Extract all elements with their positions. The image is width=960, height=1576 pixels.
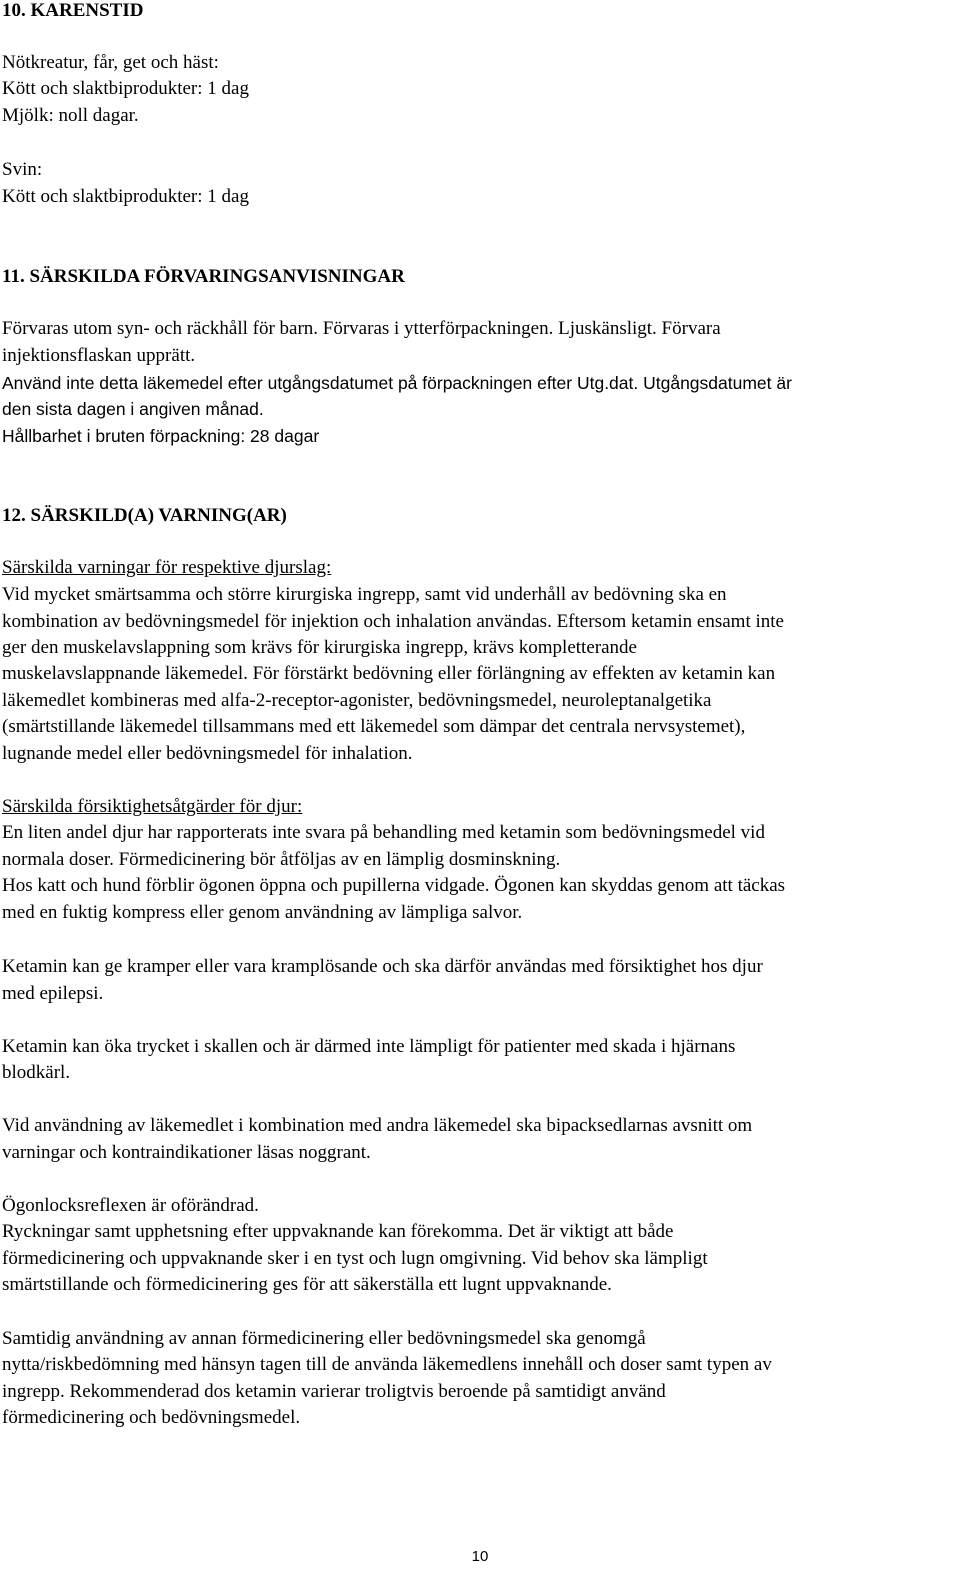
paragraph-line: Vid användning av läkemedlet i kombination med andra läkemedel ska bipacksedlarnas avsnitt om xyxy=(2,1115,753,1136)
paragraph-line: förmedicinering och bedövningsmedel. xyxy=(2,1407,301,1428)
paragraph-line: kombination av bedövningsmedel för injektion och inhalation användas. Eftersom ketamin ensamt inte xyxy=(2,611,784,632)
withdrawal-line-3: Mjölk: noll dagar. xyxy=(2,105,139,126)
storage-line-3: Använd inte detta läkemedel efter utgångsdatumet på förpackningen efter Utg.dat. Utgångsdatumet är xyxy=(2,373,792,393)
precautions-subheading: Särskilda försiktighetsåtgärder för djur: xyxy=(2,796,303,817)
paragraph-line: Ketamin kan ge kramper eller vara kramplösande och ska därför användas med försiktighet hos djur xyxy=(2,956,763,977)
withdrawal-line-1: Nötkreatur, får, get och häst: xyxy=(2,52,219,73)
paragraph-line: nytta/riskbedömning med hänsyn tagen till de använda läkemedlens innehåll och doser samt typen av xyxy=(2,1354,772,1375)
paragraph-line: lugnande medel eller bedövningsmedel för inhalation. xyxy=(2,743,413,764)
paragraph-line: varningar och kontraindikationer läsas noggrant. xyxy=(2,1142,371,1163)
paragraph-line: Hos katt och hund förblir ögonen öppna och pupillerna vidgade. Ögonen kan skyddas genom att täckas xyxy=(2,875,786,896)
special-warnings-subheading: Särskilda varningar för respektive djurslag: xyxy=(2,557,332,578)
withdrawal-line-5: Kött och slaktbiprodukter: 1 dag xyxy=(2,186,249,207)
section-10-heading: 10. KARENSTID xyxy=(2,0,144,21)
storage-line-2: injektionsflaskan upprätt. xyxy=(2,345,196,366)
paragraph-line: förmedicinering och uppvaknande sker i en tyst och lugn omgivning. Vid behov ska lämpligt xyxy=(2,1248,708,1269)
section-11-heading: 11. SÄRSKILDA FÖRVARINGSANVISNINGAR xyxy=(2,266,405,287)
paragraph-line: muskelavslappnande läkemedel. För förstärkt bedövning eller förlängning av effekten av ketamin kan xyxy=(2,663,776,684)
paragraph-line: Ryckningar samt upphetsning efter uppvaknande kan förekomma. Det är viktigt att både xyxy=(2,1221,674,1242)
paragraph-line: Vid mycket smärtsamma och större kirurgiska ingrepp, samt vid underhåll av bedövning ska en xyxy=(2,584,727,605)
paragraph-line: ger den muskelavslappning som krävs för kirurgiska ingrepp, krävs kompletterande xyxy=(2,637,637,658)
paragraph-line: med epilepsi. xyxy=(2,983,104,1004)
paragraph-line: blodkärl. xyxy=(2,1062,71,1083)
paragraph-line: smärtstillande och förmedicinering ges för att säkerställa ett lugnt uppvaknande. xyxy=(2,1274,612,1295)
withdrawal-line-4: Svin: xyxy=(2,159,43,180)
storage-line-5: Hållbarhet i bruten förpackning: 28 dagar xyxy=(2,426,320,446)
paragraph-line: Ögonlocksreflexen är oförändrad. xyxy=(2,1195,259,1216)
withdrawal-line-2: Kött och slaktbiprodukter: 1 dag xyxy=(2,78,249,99)
paragraph-line: läkemedlet kombineras med alfa-2-receptor-agonister, bedövningsmedel, neuroleptanalgetika xyxy=(2,690,712,711)
paragraph-line: ingrepp. Rekommenderad dos ketamin varierar troligtvis beroende på samtidigt använd xyxy=(2,1381,666,1402)
paragraph-line: Samtidig användning av annan förmedicinering eller bedövningsmedel ska genomgå xyxy=(2,1328,646,1349)
paragraph-line: En liten andel djur har rapporterats inte svara på behandling med ketamin som bedövningsmedel vid xyxy=(2,822,765,843)
storage-line-4: den sista dagen i angiven månad. xyxy=(2,399,264,419)
page-number: 10 xyxy=(471,1548,489,1565)
paragraph-line: Ketamin kan öka trycket i skallen och är därmed inte lämpligt för patienter med skada i hjärnans xyxy=(2,1036,736,1057)
paragraph-line: normala doser. Förmedicinering bör åtföljas av en lämplig dosminskning. xyxy=(2,849,561,870)
paragraph-line: med en fuktig kompress eller genom användning av lämpliga salvor. xyxy=(2,902,523,923)
storage-line-1: Förvaras utom syn- och räckhåll för barn. Förvaras i ytterförpackningen. Ljuskänsligt. Förvara xyxy=(2,318,721,339)
section-12-heading: 12. SÄRSKILD(A) VARNING(AR) xyxy=(2,505,287,526)
paragraph-line: (smärtstillande läkemedel tillsammans med ett läkemedel som dämpar det centrala nervsystemet), xyxy=(2,716,746,737)
